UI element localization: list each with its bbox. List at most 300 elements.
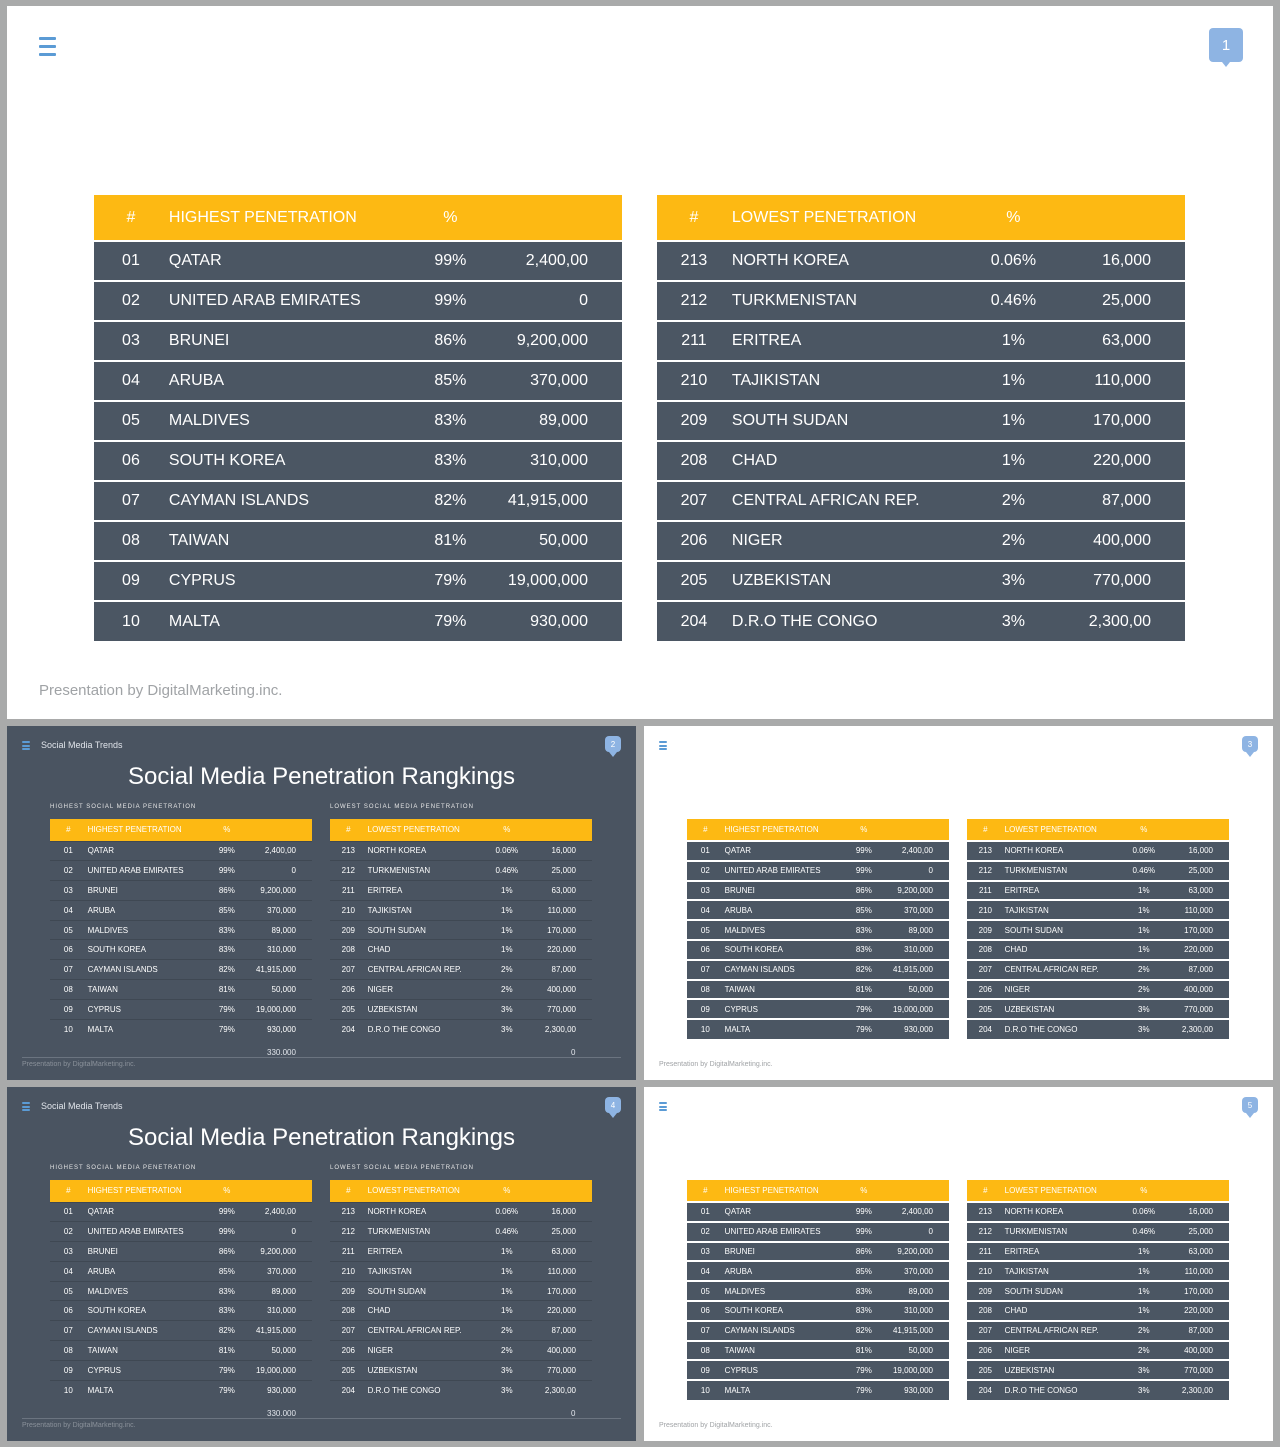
header-rank: # — [687, 819, 724, 841]
cell-percent: 85% — [842, 1261, 887, 1281]
cell-users: 400,000 — [1166, 1341, 1229, 1361]
slide-title: Social Media Penetration Rangkings — [128, 1124, 515, 1151]
cell-users: 400,000 — [1058, 521, 1185, 561]
menu-icon[interactable] — [659, 1102, 667, 1111]
lowest-penetration-table — [967, 819, 1229, 1039]
cell-rank: 07 — [687, 960, 724, 980]
cell-users: 9,200,000 — [886, 1242, 949, 1262]
table-row — [330, 960, 592, 980]
cell-rank: 07 — [94, 481, 168, 521]
cell-rank: 04 — [94, 361, 168, 401]
cell-percent: 1% — [485, 920, 530, 940]
cell-users: 9,200,000 — [886, 881, 949, 901]
cell-users: 110,000 — [1058, 361, 1185, 401]
table-row — [967, 1360, 1229, 1380]
cell-rank: 208 — [330, 1301, 367, 1321]
cell-users: 2,300,00 — [529, 1380, 592, 1400]
cell-users: 50,000 — [249, 980, 312, 1000]
cell-users: 170,000 — [1058, 401, 1185, 441]
cell-rank: 211 — [330, 881, 367, 901]
cell-users: 87,000 — [529, 1321, 592, 1341]
label-highest: HIGHEST SOCIAL MEDIA PENETRATION — [50, 1165, 197, 1171]
header-percent: % — [969, 195, 1059, 241]
cell-country: TAIWAN — [724, 980, 842, 1000]
cell-country: QATAR — [724, 1202, 842, 1222]
table-row — [330, 881, 592, 901]
cell-rank: 213 — [330, 1202, 367, 1222]
cell-rank: 208 — [657, 441, 731, 481]
slide-4[interactable] — [7, 1087, 636, 1441]
table-row — [657, 281, 1185, 321]
cell-rank: 211 — [967, 881, 1004, 901]
cell-country: MALDIVES — [724, 1281, 842, 1301]
cell-country: QATAR — [724, 841, 842, 861]
table-row — [657, 401, 1185, 441]
cell-rank: 02 — [687, 861, 724, 881]
header-rank: # — [50, 1180, 87, 1202]
cell-users: 89,000 — [249, 1281, 312, 1301]
cell-country: UNITED ARAB EMIRATES — [724, 1222, 842, 1242]
cell-country: TAIWAN — [87, 1341, 205, 1361]
cell-users: 930,000 — [249, 1019, 312, 1039]
cell-percent: 1% — [1122, 881, 1167, 901]
table-row — [50, 980, 312, 1000]
cell-percent: 0.46% — [1122, 861, 1167, 881]
cell-users: 25,000 — [1166, 861, 1229, 881]
cell-percent: 79% — [205, 1380, 250, 1400]
cell-rank: 212 — [967, 861, 1004, 881]
header-blank — [249, 1180, 312, 1202]
cell-rank: 213 — [330, 841, 367, 861]
table-row — [967, 1019, 1229, 1039]
cell-rank: 204 — [967, 1019, 1004, 1039]
cell-percent: 1% — [969, 441, 1059, 481]
highest-penetration-table — [94, 195, 622, 641]
cell-percent: 85% — [205, 1261, 250, 1281]
table-row — [657, 481, 1185, 521]
table-row — [967, 900, 1229, 920]
cell-rank: 02 — [687, 1222, 724, 1242]
cell-percent: 3% — [969, 561, 1059, 601]
slide-5[interactable] — [644, 1087, 1273, 1441]
cell-percent: 3% — [1122, 1380, 1167, 1400]
cell-rank: 205 — [657, 561, 731, 601]
cell-country: ARUBA — [724, 900, 842, 920]
cell-country: SOUTH SUDAN — [367, 1281, 485, 1301]
cell-users: 41,915,000 — [249, 1321, 312, 1341]
cell-percent: 3% — [485, 999, 530, 1019]
cell-users: 89,000 — [249, 920, 312, 940]
cell-rank: 210 — [967, 1261, 1004, 1281]
cell-country: MALTA — [724, 1380, 842, 1400]
cell-country: TAJIKISTAN — [731, 361, 969, 401]
cell-percent: 3% — [969, 601, 1059, 641]
page-number: 2 — [610, 739, 616, 749]
table-row — [687, 1281, 949, 1301]
cell-percent: 86% — [205, 881, 250, 901]
table-row — [967, 1261, 1229, 1281]
cell-country: MALDIVES — [724, 920, 842, 940]
cell-percent: 83% — [205, 1301, 250, 1321]
cell-rank: 205 — [330, 1360, 367, 1380]
cell-country: NIGER — [367, 980, 485, 1000]
table-row — [967, 999, 1229, 1019]
lowest-penetration-table — [330, 1180, 592, 1400]
cell-rank: 211 — [657, 321, 731, 361]
cell-rank: 08 — [50, 980, 87, 1000]
page-badge[interactable] — [1242, 1097, 1258, 1113]
cell-country: UZBEKISTAN — [1004, 1360, 1122, 1380]
cell-users: 19,000,000 — [886, 1360, 949, 1380]
table-row — [657, 321, 1185, 361]
cell-country: SOUTH KOREA — [87, 940, 205, 960]
header-name: HIGHEST PENETRATION — [87, 819, 205, 841]
cell-country: TURKMENISTAN — [367, 861, 485, 881]
cell-rank: 206 — [967, 980, 1004, 1000]
cell-users: 2,300,00 — [1166, 1019, 1229, 1039]
cell-users: 63,000 — [529, 1242, 592, 1262]
cell-users: 50,000 — [495, 521, 622, 561]
cell-users: 220,000 — [1166, 940, 1229, 960]
menu-icon[interactable] — [22, 1102, 30, 1111]
cell-rank: 206 — [330, 980, 367, 1000]
table-row — [687, 1380, 949, 1400]
cell-rank: 206 — [967, 1341, 1004, 1361]
footer-credit: Presentation by DigitalMarketing.inc. — [659, 1061, 773, 1068]
cell-users: 41,915,000 — [886, 960, 949, 980]
cell-rank: 05 — [687, 920, 724, 940]
cell-country: ERITREA — [731, 321, 969, 361]
cell-percent: 1% — [969, 401, 1059, 441]
cell-users: 9,200,000 — [495, 321, 622, 361]
cell-country: BRUNEI — [724, 1242, 842, 1262]
cell-rank: 204 — [657, 601, 731, 641]
page-badge[interactable] — [605, 736, 621, 752]
table-row — [50, 1341, 312, 1361]
table-row — [967, 1202, 1229, 1222]
cell-users: 930,000 — [886, 1380, 949, 1400]
table-row — [330, 1321, 592, 1341]
page-number: 1 — [1221, 36, 1231, 54]
cell-country: CHAD — [1004, 1301, 1122, 1321]
cell-country: QATAR — [168, 241, 406, 281]
cell-country: NORTH KOREA — [1004, 1202, 1122, 1222]
table-row — [94, 281, 622, 321]
cell-country: UNITED ARAB EMIRATES — [724, 861, 842, 881]
cell-users: 0 — [886, 1222, 949, 1242]
page-number: 5 — [1247, 1100, 1253, 1110]
header-name: HIGHEST PENETRATION — [168, 195, 406, 241]
cell-percent: 0.46% — [485, 861, 530, 881]
cell-users: 50,000 — [886, 1341, 949, 1361]
header-rank: # — [330, 819, 367, 841]
table-row — [967, 1301, 1229, 1321]
table-row — [687, 1321, 949, 1341]
cell-rank: 07 — [687, 1321, 724, 1341]
table-header-row — [687, 1180, 949, 1202]
cell-country: SOUTH KOREA — [724, 1301, 842, 1321]
extra-value-left: 330.000 — [267, 1048, 296, 1057]
cell-country: TAIWAN — [87, 980, 205, 1000]
cell-country: MALDIVES — [87, 1281, 205, 1301]
menu-icon[interactable] — [659, 741, 667, 750]
page-badge[interactable] — [605, 1097, 621, 1113]
cell-country: MALTA — [87, 1019, 205, 1039]
cell-percent: 99% — [406, 281, 496, 321]
slide-1[interactable] — [7, 6, 1273, 719]
cell-country: CYPRUS — [87, 1360, 205, 1380]
cell-rank: 208 — [330, 940, 367, 960]
cell-users: 930,000 — [886, 1019, 949, 1039]
table-row — [50, 1261, 312, 1281]
cell-rank: 06 — [50, 940, 87, 960]
cell-rank: 09 — [687, 999, 724, 1019]
cell-users: 89,000 — [495, 401, 622, 441]
table-row — [967, 1222, 1229, 1242]
cell-percent: 79% — [842, 1360, 887, 1380]
cell-percent: 81% — [205, 980, 250, 1000]
table-row — [50, 861, 312, 881]
header-blank — [886, 819, 949, 841]
cell-country: MALTA — [168, 601, 406, 641]
cell-country: UNITED ARAB EMIRATES — [87, 861, 205, 881]
cell-percent: 1% — [1122, 1281, 1167, 1301]
cell-percent: 79% — [205, 1360, 250, 1380]
table-row — [330, 861, 592, 881]
cell-rank: 09 — [50, 999, 87, 1019]
cell-country: SOUTH SUDAN — [1004, 920, 1122, 940]
table-row — [330, 841, 592, 861]
cell-percent: 79% — [842, 1019, 887, 1039]
slide-3[interactable] — [644, 726, 1273, 1080]
cell-rank: 04 — [687, 1261, 724, 1281]
cell-users: 19,000,000 — [249, 1360, 312, 1380]
table-row — [94, 401, 622, 441]
cell-country: CENTRAL AFRICAN REP. — [731, 481, 969, 521]
cell-users: 310,000 — [886, 940, 949, 960]
header-rank: # — [657, 195, 731, 241]
menu-icon[interactable] — [39, 37, 56, 56]
table-row — [967, 960, 1229, 980]
cell-percent: 1% — [485, 1261, 530, 1281]
cell-users: 63,000 — [529, 881, 592, 901]
cell-users: 170,000 — [1166, 1281, 1229, 1301]
table-row — [94, 361, 622, 401]
cell-country: SOUTH KOREA — [168, 441, 406, 481]
header-rank: # — [50, 819, 87, 841]
cell-country: BRUNEI — [87, 881, 205, 901]
cell-rank: 03 — [50, 881, 87, 901]
table-row — [967, 940, 1229, 960]
cell-country: UNITED ARAB EMIRATES — [168, 281, 406, 321]
page-badge[interactable] — [1209, 28, 1243, 62]
header-blank — [529, 1180, 592, 1202]
table-header-row — [330, 819, 592, 841]
header-rank: # — [967, 1180, 1004, 1202]
table-row — [330, 1202, 592, 1222]
cell-users: 770,000 — [1166, 1360, 1229, 1380]
cell-country: UZBEKISTAN — [1004, 999, 1122, 1019]
extra-value-right: 0 — [571, 1409, 576, 1418]
cell-percent: 83% — [205, 940, 250, 960]
cell-percent: 85% — [205, 900, 250, 920]
cell-percent: 2% — [969, 481, 1059, 521]
cell-country: ARUBA — [87, 900, 205, 920]
cell-rank: 210 — [967, 900, 1004, 920]
table-row — [94, 321, 622, 361]
cell-rank: 07 — [50, 960, 87, 980]
highest-penetration-table — [50, 1180, 312, 1400]
cell-country: TAJIKISTAN — [367, 900, 485, 920]
cell-country: CHAD — [731, 441, 969, 481]
cell-percent: 79% — [205, 1019, 250, 1039]
table-row — [50, 920, 312, 940]
table-row — [50, 1242, 312, 1262]
page-badge[interactable] — [1242, 736, 1258, 752]
header-blank — [1166, 819, 1229, 841]
cell-rank: 03 — [687, 1242, 724, 1262]
cell-rank: 05 — [50, 920, 87, 940]
cell-users: 170,000 — [1166, 920, 1229, 940]
header-rank: # — [687, 1180, 724, 1202]
cell-percent: 3% — [1122, 1019, 1167, 1039]
page-number: 4 — [610, 1100, 616, 1110]
cell-users: 370,000 — [495, 361, 622, 401]
cell-rank: 209 — [967, 920, 1004, 940]
cell-rank: 207 — [330, 960, 367, 980]
cell-percent: 86% — [842, 881, 887, 901]
header-name: LOWEST PENETRATION — [1004, 1180, 1122, 1202]
cell-rank: 06 — [687, 940, 724, 960]
slide-title: Social Media Penetration Rangkings — [128, 763, 515, 790]
cell-rank: 213 — [967, 841, 1004, 861]
menu-icon[interactable] — [22, 741, 30, 750]
footer-credit: Presentation by DigitalMarketing.inc. — [39, 682, 283, 699]
cell-percent: 79% — [205, 999, 250, 1019]
table-row — [50, 940, 312, 960]
table-row — [50, 1380, 312, 1400]
footer-credit: Presentation by DigitalMarketing.inc. — [22, 1061, 136, 1068]
cell-percent: 83% — [406, 441, 496, 481]
cell-country: ARUBA — [724, 1261, 842, 1281]
cell-users: 2,400,00 — [249, 1202, 312, 1222]
table-row — [967, 1380, 1229, 1400]
header-name: HIGHEST PENETRATION — [724, 1180, 842, 1202]
slide-2[interactable] — [7, 726, 636, 1080]
cell-country: NIGER — [1004, 1341, 1122, 1361]
cell-rank: 207 — [330, 1321, 367, 1341]
table-header-row — [50, 819, 312, 841]
cell-percent: 1% — [1122, 900, 1167, 920]
table-row — [50, 999, 312, 1019]
cell-rank: 05 — [687, 1281, 724, 1301]
cell-rank: 207 — [657, 481, 731, 521]
header-name: HIGHEST PENETRATION — [724, 819, 842, 841]
table-row — [687, 980, 949, 1000]
cell-country: CAYMAN ISLANDS — [87, 1321, 205, 1341]
cell-country: SOUTH SUDAN — [1004, 1281, 1122, 1301]
cell-percent: 3% — [485, 1019, 530, 1039]
label-lowest: LOWEST SOCIAL MEDIA PENETRATION — [330, 1165, 474, 1171]
cell-percent: 79% — [406, 561, 496, 601]
cell-country: SOUTH KOREA — [87, 1301, 205, 1321]
cell-percent: 86% — [205, 1242, 250, 1262]
cell-rank: 210 — [330, 1261, 367, 1281]
cell-country: NORTH KOREA — [1004, 841, 1122, 861]
cell-rank: 09 — [94, 561, 168, 601]
cell-country: CHAD — [1004, 940, 1122, 960]
cell-users: 16,000 — [1166, 841, 1229, 861]
cell-users: 16,000 — [1166, 1202, 1229, 1222]
table-row — [657, 521, 1185, 561]
cell-users: 9,200,000 — [249, 881, 312, 901]
table-row — [687, 1341, 949, 1361]
cell-rank: 211 — [967, 1242, 1004, 1262]
header-blank — [495, 195, 622, 241]
cell-percent: 0.46% — [485, 1222, 530, 1242]
highest-penetration-table — [50, 819, 312, 1039]
cell-rank: 05 — [50, 1281, 87, 1301]
lowest-penetration-table — [657, 195, 1185, 641]
cell-percent: 79% — [406, 601, 496, 641]
cell-country: TAJIKISTAN — [1004, 900, 1122, 920]
cell-percent: 81% — [406, 521, 496, 561]
extra-value-right: 0 — [571, 1048, 576, 1057]
cell-rank: 209 — [967, 1281, 1004, 1301]
cell-percent: 83% — [842, 940, 887, 960]
cell-users: 19,000,000 — [886, 999, 949, 1019]
cell-country: D.R.O THE CONGO — [1004, 1380, 1122, 1400]
table-row — [330, 1341, 592, 1361]
cell-country: NORTH KOREA — [367, 841, 485, 861]
cell-rank: 205 — [330, 999, 367, 1019]
cell-country: CENTRAL AFRICAN REP. — [367, 1321, 485, 1341]
cell-rank: 03 — [687, 881, 724, 901]
cell-country: TAIWAN — [168, 521, 406, 561]
table-row — [687, 1360, 949, 1380]
cell-country: TURKMENISTAN — [367, 1222, 485, 1242]
header-percent: % — [1122, 819, 1167, 841]
cell-rank: 05 — [94, 401, 168, 441]
cell-rank: 212 — [967, 1222, 1004, 1242]
footer-credit: Presentation by DigitalMarketing.inc. — [22, 1422, 136, 1429]
header-blank — [1058, 195, 1185, 241]
highest-penetration-table — [687, 1180, 949, 1400]
cell-rank: 207 — [967, 1321, 1004, 1341]
cell-rank: 204 — [330, 1380, 367, 1400]
cell-percent: 99% — [205, 861, 250, 881]
cell-users: 370,000 — [249, 900, 312, 920]
table-row — [657, 601, 1185, 641]
table-row — [330, 980, 592, 1000]
cell-country: UNITED ARAB EMIRATES — [87, 1222, 205, 1242]
table-header-row — [657, 195, 1185, 241]
cell-percent: 1% — [969, 361, 1059, 401]
table-row — [50, 841, 312, 861]
cell-rank: 03 — [50, 1242, 87, 1262]
cell-country: TURKMENISTAN — [1004, 861, 1122, 881]
table-row — [94, 441, 622, 481]
lowest-penetration-table — [967, 1180, 1229, 1400]
cell-percent: 1% — [969, 321, 1059, 361]
cell-country: ARUBA — [168, 361, 406, 401]
header-percent: % — [1122, 1180, 1167, 1202]
cell-percent: 1% — [1122, 1301, 1167, 1321]
cell-country: TAJIKISTAN — [1004, 1261, 1122, 1281]
table-row — [687, 861, 949, 881]
cell-percent: 3% — [1122, 999, 1167, 1019]
table-row — [687, 920, 949, 940]
